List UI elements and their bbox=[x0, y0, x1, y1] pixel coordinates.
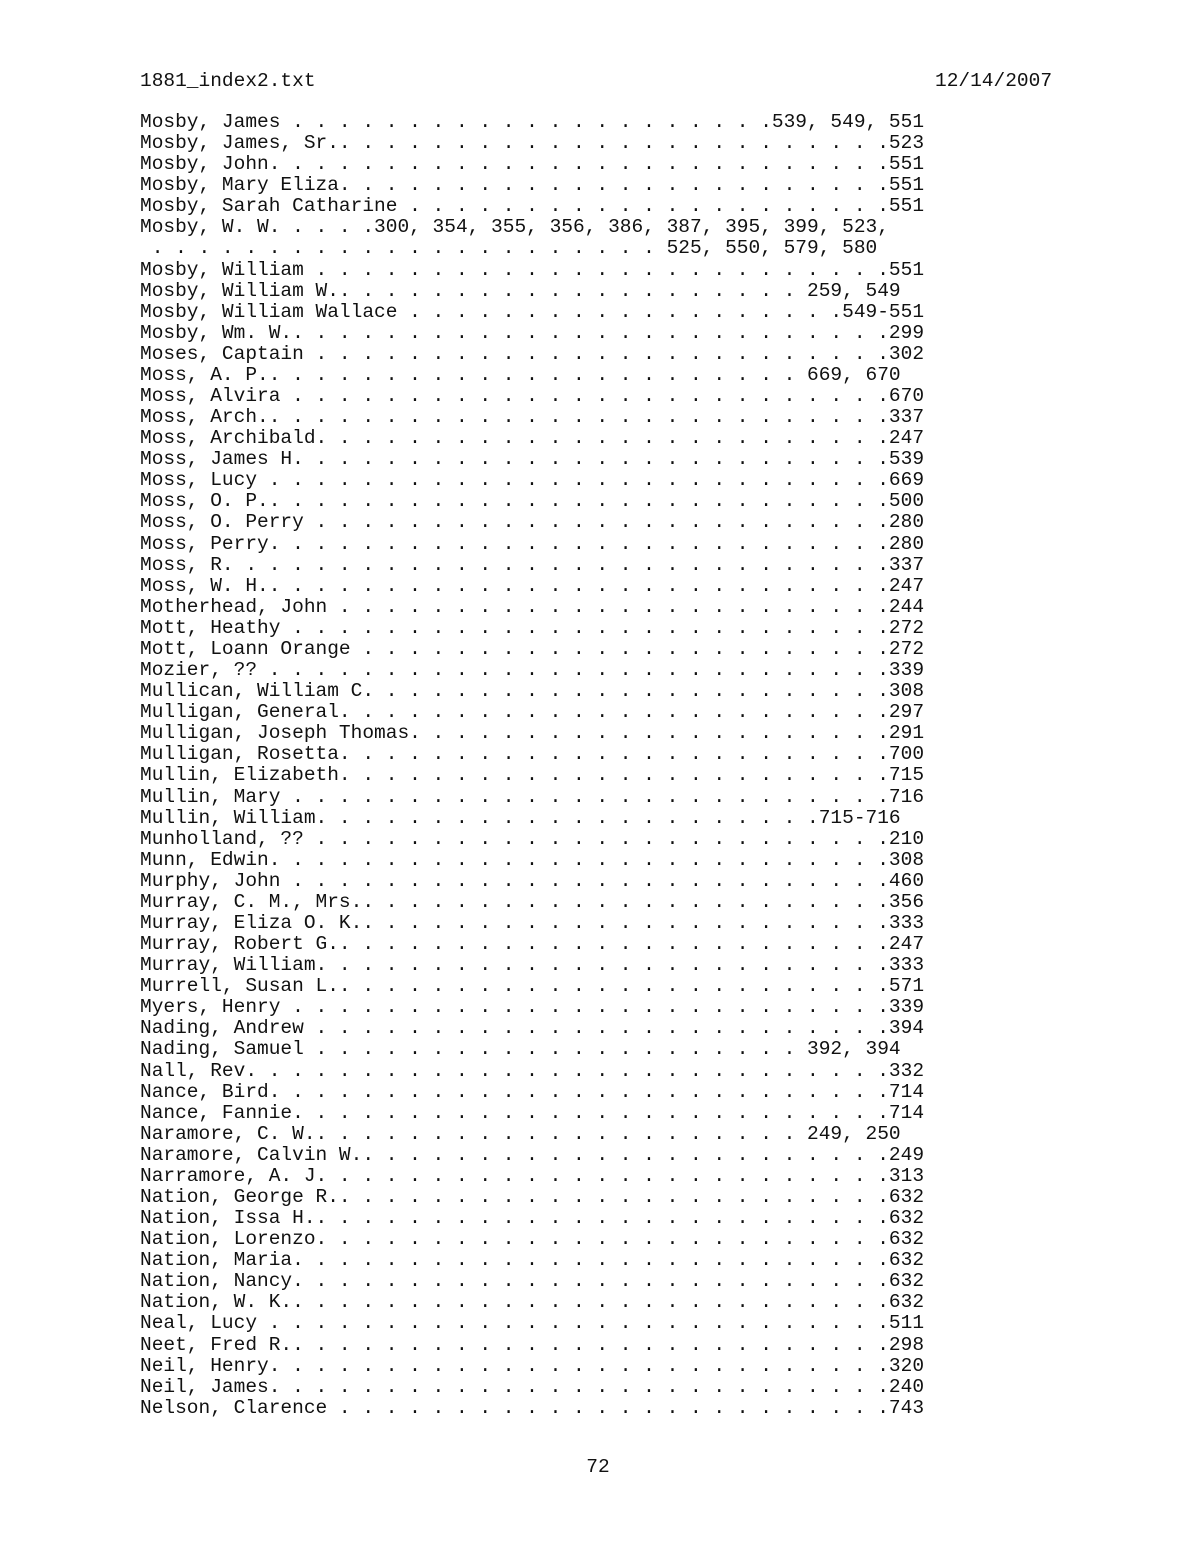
index-entry: Munholland, ?? . . . . . . . . . . . . . . . . . . . . . . . . .210 bbox=[140, 827, 925, 850]
index-entry: Murray, C. M., Mrs.. . . . . . . . . . . . . . . . . . . . . . .356 bbox=[140, 890, 925, 913]
index-entry: Myers, Henry . . . . . . . . . . . . . . . . . . . . . . . . . .339 bbox=[140, 996, 925, 1019]
index-entry: Moss, A. P.. . . . . . . . . . . . . . . . . . . . . . . 669, 670 bbox=[140, 363, 901, 386]
print-date: 12/14/2007 bbox=[935, 70, 1053, 92]
index-entry: Neet, Fred R.. . . . . . . . . . . . . . . . . . . . . . . . . .298 bbox=[140, 1333, 925, 1356]
index-entry: Nelson, Clarence . . . . . . . . . . . . . . . . . . . . . . . .743 bbox=[140, 1396, 925, 1419]
index-entry: Murrell, Susan L.. . . . . . . . . . . . . . . . . . . . . . . .571 bbox=[140, 975, 925, 998]
index-entry: Mosby, William Wallace . . . . . . . . . . . . . . . . . . .549-551 bbox=[140, 300, 925, 323]
index-entry: Mosby, James . . . . . . . . . . . . . . . . . . . . .539, 549, 551 bbox=[140, 111, 925, 133]
index-entry: Mullin, Elizabeth. . . . . . . . . . . . . . . . . . . . . . . .715 bbox=[140, 764, 925, 787]
index-entry: Mott, Loann Orange . . . . . . . . . . . . . . . . . . . . . . .272 bbox=[140, 637, 925, 660]
index-entry: Naramore, Calvin W.. . . . . . . . . . . . . . . . . . . . . . .249 bbox=[140, 1143, 925, 1166]
index-entry: Neal, Lucy . . . . . . . . . . . . . . . . . . . . . . . . . . .511 bbox=[140, 1312, 925, 1335]
index-entry: Nation, George R.. . . . . . . . . . . . . . . . . . . . . . . .632 bbox=[140, 1185, 925, 1208]
index-entry: Mosby, Mary Eliza. . . . . . . . . . . . . . . . . . . . . . . .551 bbox=[140, 174, 925, 197]
index-entry: Narramore, A. J. . . . . . . . . . . . . . . . . . . . . . . . .313 bbox=[140, 1164, 925, 1187]
index-entry: Motherhead, John . . . . . . . . . . . . . . . . . . . . . . . .244 bbox=[140, 595, 925, 618]
index-entry: Moss, James H. . . . . . . . . . . . . . . . . . . . . . . . . .539 bbox=[140, 448, 925, 471]
index-entry: Nation, Issa H.. . . . . . . . . . . . . . . . . . . . . . . . .632 bbox=[140, 1207, 925, 1230]
index-entry: Mulligan, Rosetta. . . . . . . . . . . . . . . . . . . . . . . .700 bbox=[140, 743, 925, 766]
index-entry: Nall, Rev. . . . . . . . . . . . . . . . . . . . . . . . . . . .332 bbox=[140, 1059, 925, 1082]
index-entry: Nation, Nancy. . . . . . . . . . . . . . . . . . . . . . . . . .632 bbox=[140, 1270, 925, 1293]
index-entry: Moses, Captain . . . . . . . . . . . . . . . . . . . . . . . . .302 bbox=[140, 342, 925, 365]
index-entry: Moss, Arch.. . . . . . . . . . . . . . . . . . . . . . . . . . .337 bbox=[140, 406, 925, 429]
index-entry: Nance, Fannie. . . . . . . . . . . . . . . . . . . . . . . . . .714 bbox=[140, 1101, 925, 1124]
index-entry: Moss, R. . . . . . . . . . . . . . . . . . . . . . . . . . . . .337 bbox=[140, 553, 925, 576]
index-entry: Murray, Eliza O. K.. . . . . . . . . . . . . . . . . . . . . . .333 bbox=[140, 911, 925, 934]
index-entry: Munn, Edwin. . . . . . . . . . . . . . . . . . . . . . . . . . .308 bbox=[140, 848, 925, 871]
index-entry: Murray, Robert G.. . . . . . . . . . . . . . . . . . . . . . . .247 bbox=[140, 933, 925, 956]
index-entry: Mosby, James, Sr.. . . . . . . . . . . . . . . . . . . . . . . .523 bbox=[140, 132, 925, 155]
index-entry: Nation, Maria. . . . . . . . . . . . . . . . . . . . . . . . . .632 bbox=[140, 1249, 925, 1272]
index-entry: Murphy, John . . . . . . . . . . . . . . . . . . . . . . . . . .460 bbox=[140, 869, 925, 892]
index-entry: Nading, Andrew . . . . . . . . . . . . . . . . . . . . . . . . .394 bbox=[140, 1017, 925, 1040]
index-entry: Murray, William. . . . . . . . . . . . . . . . . . . . . . . . .333 bbox=[140, 954, 925, 977]
index-entry: Mulligan, Joseph Thomas. . . . . . . . . . . . . . . . . . . . .291 bbox=[140, 722, 925, 745]
index-entry: Moss, W. H.. . . . . . . . . . . . . . . . . . . . . . . . . . .247 bbox=[140, 574, 925, 597]
index-entry: Nation, W. K.. . . . . . . . . . . . . . . . . . . . . . . . . .632 bbox=[140, 1291, 925, 1314]
index-entry: Mozier, ?? . . . . . . . . . . . . . . . . . . . . . . . . . . .339 bbox=[140, 659, 925, 682]
index-entry: Moss, O. P.. . . . . . . . . . . . . . . . . . . . . . . . . . .500 bbox=[140, 490, 925, 513]
index-entry: Mullican, William C. . . . . . . . . . . . . . . . . . . . . . .308 bbox=[140, 680, 925, 703]
index-entry: Mosby, W. W. . . . .300, 354, 355, 356, 386, 387, 395, 399, 523, bbox=[140, 216, 889, 239]
index-entry: Naramore, C. W.. . . . . . . . . . . . . . . . . . . . . 249, 250 bbox=[140, 1122, 901, 1145]
index-entry: Neil, Henry. . . . . . . . . . . . . . . . . . . . . . . . . . .320 bbox=[140, 1354, 925, 1377]
index-entry: Mott, Heathy . . . . . . . . . . . . . . . . . . . . . . . . . .272 bbox=[140, 616, 925, 639]
page-number: 72 bbox=[586, 1456, 610, 1478]
index-entry: Mosby, Sarah Catharine . . . . . . . . . . . . . . . . . . . . .551 bbox=[140, 195, 925, 218]
index-entry: Moss, O. Perry . . . . . . . . . . . . . . . . . . . . . . . . .280 bbox=[140, 511, 925, 534]
index-list bbox=[140, 112, 924, 1419]
index-entry: Nance, Bird. . . . . . . . . . . . . . . . . . . . . . . . . . .714 bbox=[140, 1080, 925, 1103]
index-entry: Mosby, William . . . . . . . . . . . . . . . . . . . . . . . . .551 bbox=[140, 258, 925, 281]
index-entry: Moss, Alvira . . . . . . . . . . . . . . . . . . . . . . . . . .670 bbox=[140, 385, 925, 408]
index-entry: Moss, Perry. . . . . . . . . . . . . . . . . . . . . . . . . . .280 bbox=[140, 532, 925, 555]
file-name: 1881_index2.txt bbox=[140, 70, 316, 92]
index-entry: Nation, Lorenzo. . . . . . . . . . . . . . . . . . . . . . . . .632 bbox=[140, 1228, 925, 1251]
index-entry: Mosby, Wm. W.. . . . . . . . . . . . . . . . . . . . . . . . . .299 bbox=[140, 321, 925, 344]
index-entry: Mosby, William W.. . . . . . . . . . . . . . . . . . . . 259, 549 bbox=[140, 279, 901, 302]
index-entry: Neil, James. . . . . . . . . . . . . . . . . . . . . . . . . . .240 bbox=[140, 1375, 925, 1398]
index-entry: Nading, Samuel . . . . . . . . . . . . . . . . . . . . . 392, 394 bbox=[140, 1038, 901, 1061]
index-entry: Mullin, William. . . . . . . . . . . . . . . . . . . . . .715-716 bbox=[140, 806, 901, 829]
index-entry: Mulligan, General. . . . . . . . . . . . . . . . . . . . . . . .297 bbox=[140, 701, 925, 724]
index-entry: . . . . . . . . . . . . . . . . . . . . . . 525, 550, 579, 580 bbox=[140, 237, 878, 260]
index-entry: Mosby, John. . . . . . . . . . . . . . . . . . . . . . . . . . .551 bbox=[140, 153, 925, 176]
index-entry: Moss, Archibald. . . . . . . . . . . . . . . . . . . . . . . . .247 bbox=[140, 427, 925, 450]
index-entry: Mullin, Mary . . . . . . . . . . . . . . . . . . . . . . . . . .716 bbox=[140, 785, 925, 808]
index-entry: Moss, Lucy . . . . . . . . . . . . . . . . . . . . . . . . . . .669 bbox=[140, 469, 925, 492]
